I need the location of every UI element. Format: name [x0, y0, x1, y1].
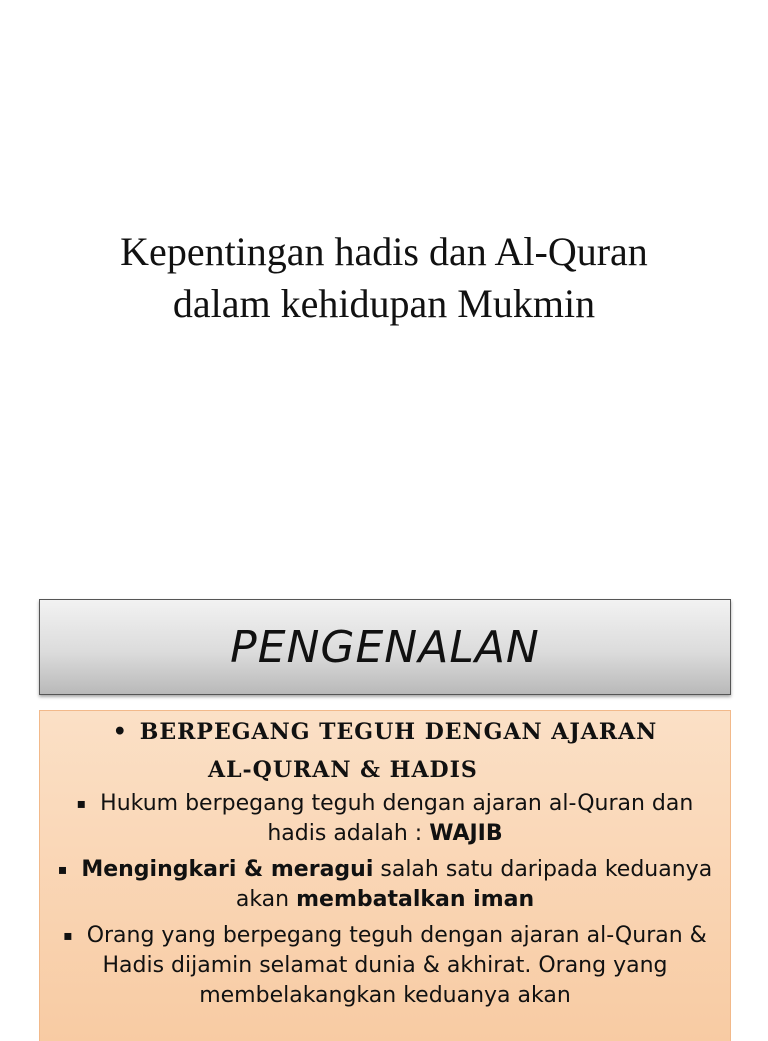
bullet2-bold1: Mengingkari & meragui: [81, 857, 374, 882]
slide-title-line2: dalam kehidupan Mukmin: [172, 281, 596, 326]
bullet-marker: ▪: [76, 796, 87, 812]
bullet-marker: ▪: [63, 928, 73, 944]
bullet-dot: •: [112, 719, 128, 745]
bullet4-text: Orang yang membelakangkan keduanya akan: [199, 953, 668, 1008]
subheading: [40, 713, 730, 789]
bullet-item-2: [40, 855, 730, 915]
bullet1-text: Hukum berpegang teguh dengan ajaran al-Quran dan hadis adalah :: [100, 791, 694, 846]
subheading-line1: [40, 713, 730, 751]
bullet-marker: ▪: [57, 862, 68, 878]
bullet2-text: salah satu daripada keduanya akan: [235, 857, 713, 912]
bullet-item-1: [40, 789, 730, 849]
subheading-text1: BERPEGANG TEGUH DENGAN AJARAN: [139, 719, 658, 745]
bullet3-text: Orang yang berpegang teguh dengan ajaran al-Quran & Hadis dijamin selamat dunia & akhirat.: [86, 923, 707, 978]
subheading-line2: AL-QURAN & HADIS: [208, 757, 478, 783]
content-box: [39, 710, 731, 1041]
section-heading: PENGENALAN: [230, 621, 540, 673]
intro-slide: [0, 590, 768, 1024]
slide-title-line1: Kepentingan hadis dan Al-Quran: [120, 229, 648, 274]
bullet-item-3: [40, 921, 730, 1011]
bullet1-bold: WAJIB: [429, 821, 503, 846]
heading-banner: [39, 599, 731, 695]
bullet2-bold2: membatalkan iman: [296, 887, 535, 912]
slide-title: [40, 226, 728, 330]
